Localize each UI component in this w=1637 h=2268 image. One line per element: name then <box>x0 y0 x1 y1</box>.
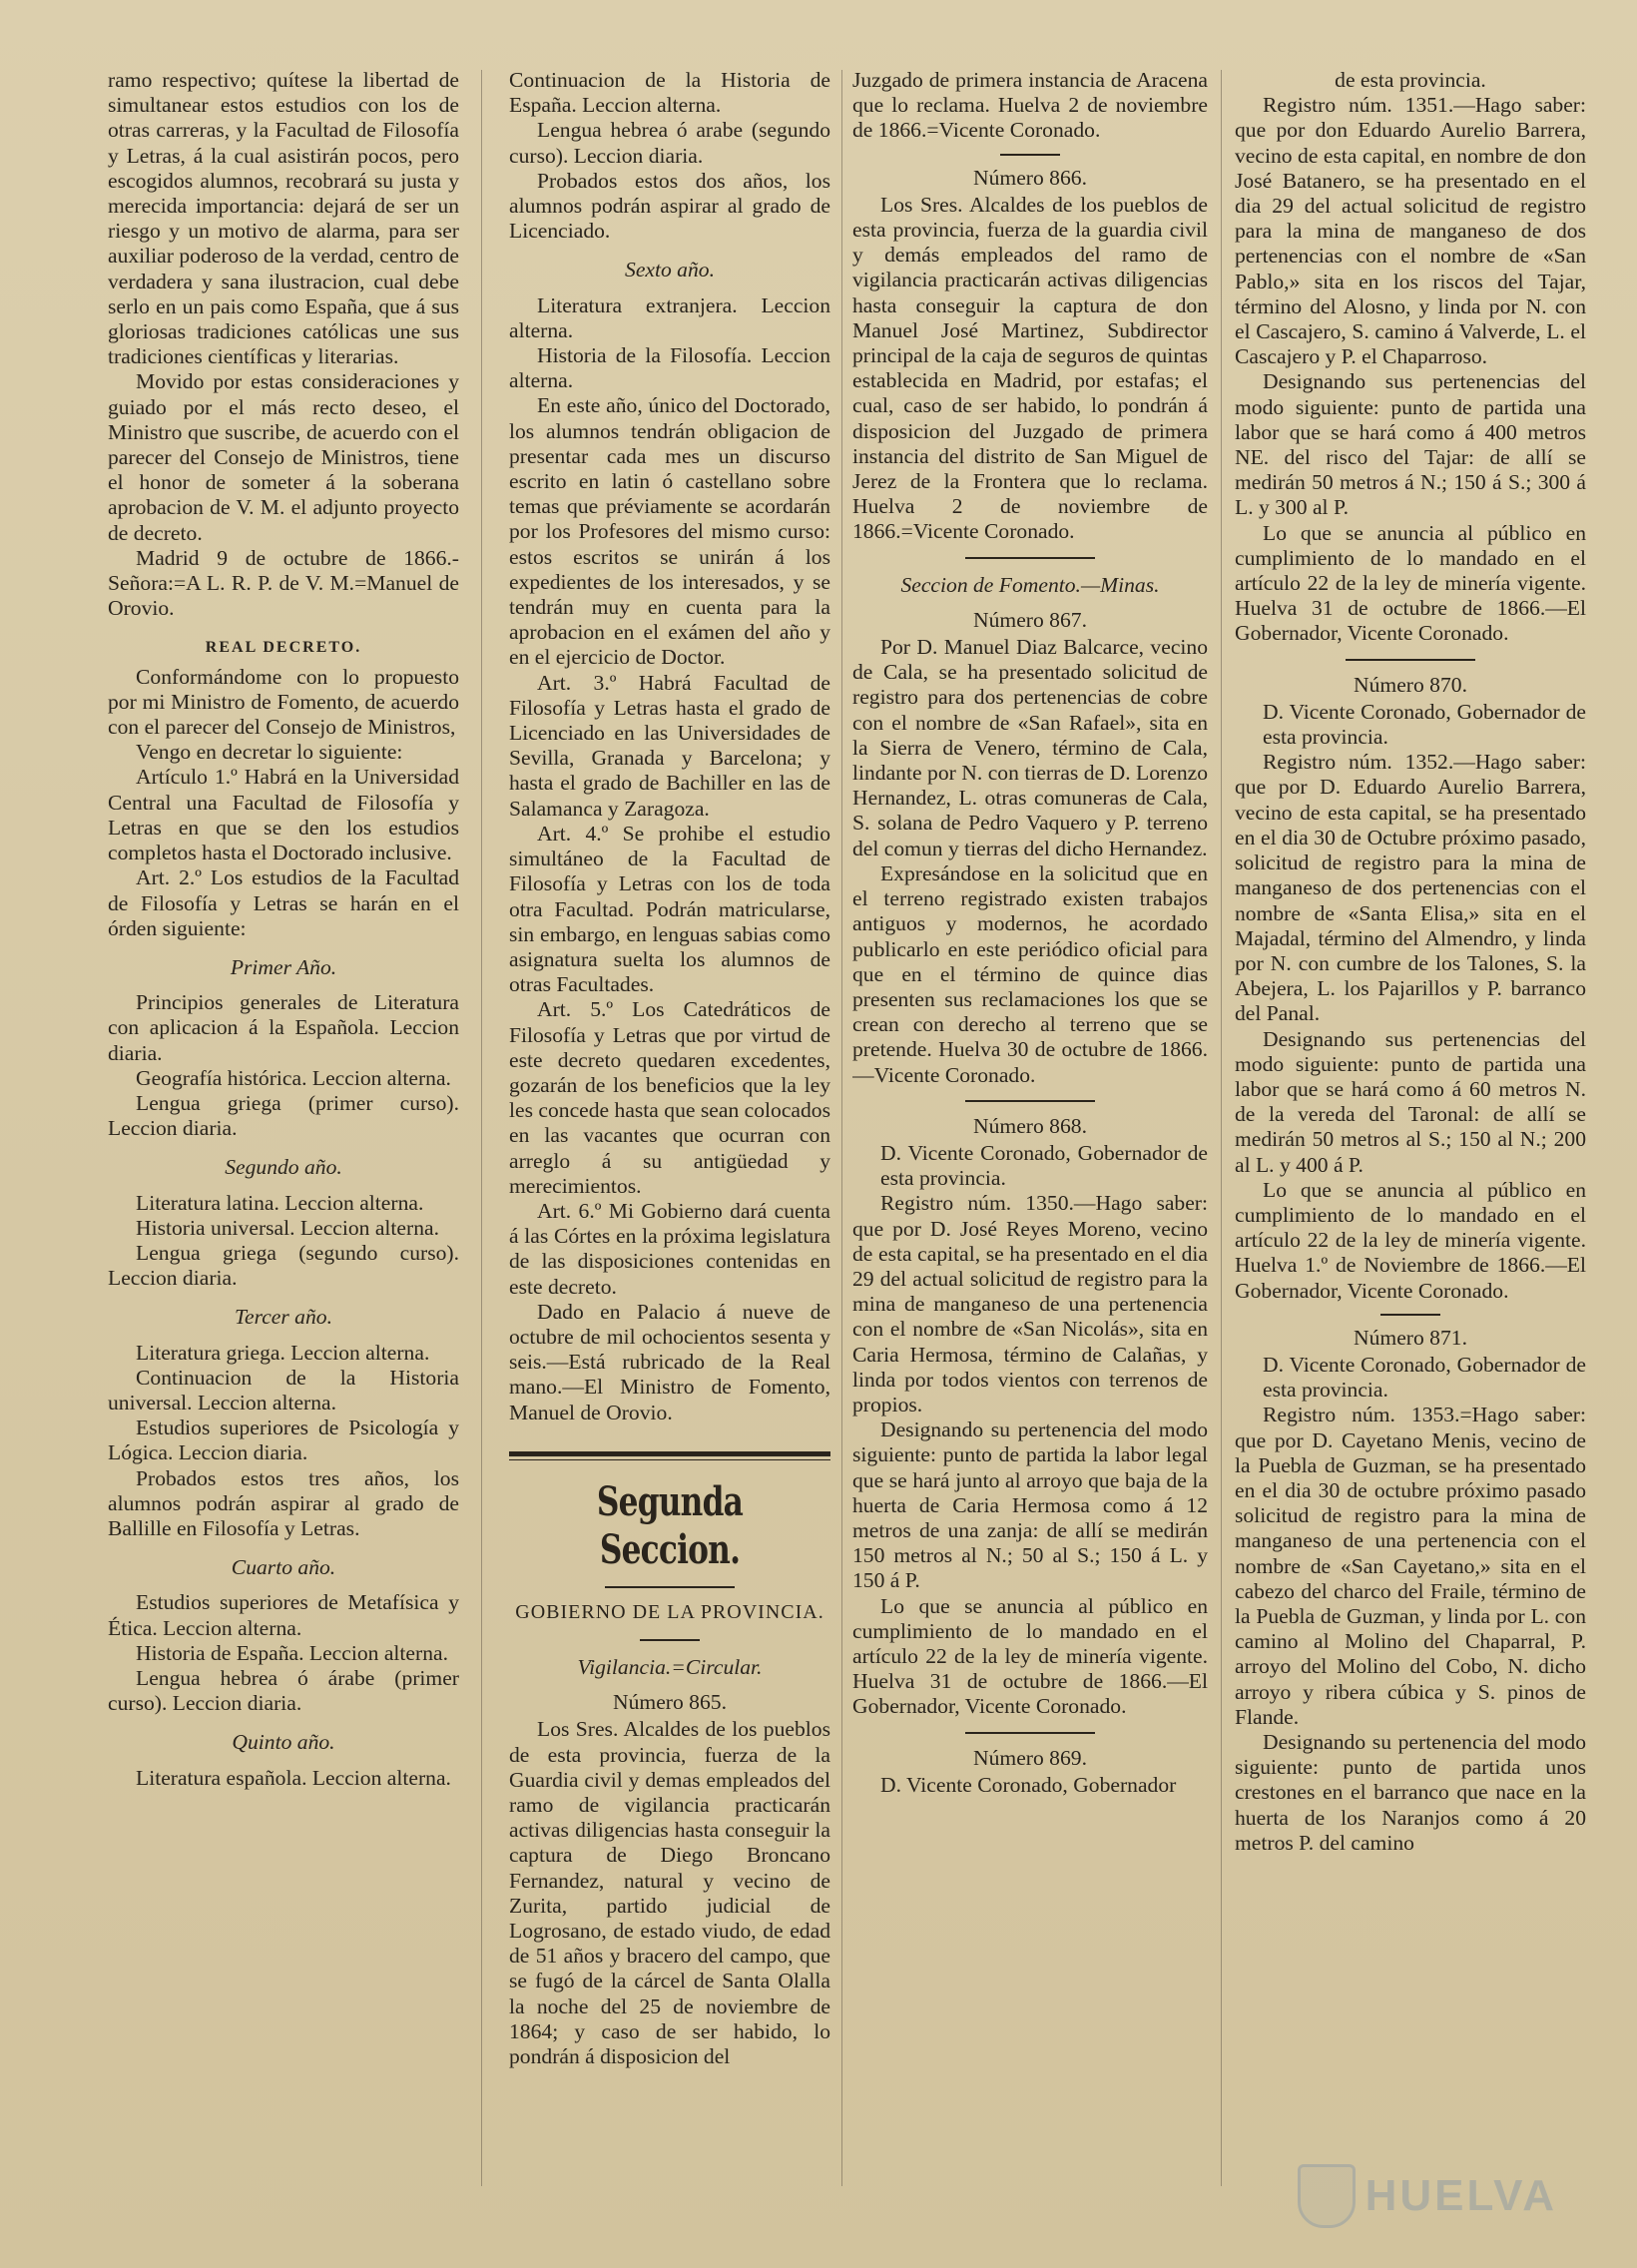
section-divider <box>509 1451 830 1460</box>
subsection-heading: Vigilancia.=Circular. <box>577 1654 763 1679</box>
notice-body: Expresándose en la solicitud que en el terreno registrado existen trabajos antiguos y modernos, he acordado publicarlo en este periódico oficial para que en el término de quince dias presenten sus reclamaciones los que se crean con derecho al terreno que se pretende. Huelva 30 de octubre de 1866. —Vicente Coronado. <box>852 860 1208 1087</box>
paragraph: Conformándome con lo propuesto por mi Ministro de Fomento, de acuerdo con el parecer del Consejo de Ministros, <box>108 664 459 740</box>
course-item: Estudios superiores de Metafísica y Ética. Leccion alterna. <box>108 1590 459 1640</box>
column-divider <box>841 70 842 2186</box>
course-item: Literatura latina. Leccion alterna. <box>136 1190 424 1215</box>
notice-body: Los Sres. Alcaldes de los pueblos de esta provincia, fuerza de la Guardia civil y demas empleados del ramo de vigilancia practicarán activas diligencias hasta conseguir la captura de Diego Broncano Fernandez, natural y vecino de Zurita, partido judicial de Logrosano, de estado viudo, de edad de 51 años y bracero del campo, que se fugó de la cárcel de Santa Olalla la noche del 25 de noviembre de 1864; y caso de ser habido, lo pondrán á disposicion del <box>509 1717 830 2069</box>
paragraph: En este año, único del Doctorado, los alumnos tendrán obligacion de presentar cada mes un discurso escrito en latin ó castellano sobre temas que préviamente se acordarán por los Profesores del mismo curso: estos escritos se unirán á los expedientes de los interesados, y se tendrán muy en cuenta para la aprobacion en el exámen del año y en el ejercicio de Doctor. <box>509 393 830 670</box>
course-item: Historia universal. Leccion alterna. <box>136 1215 439 1240</box>
notice-body: Registro núm. 1350.—Hago saber: que por D. José Reyes Moreno, vecino de esta capital, se ha presentado en el dia 29 del actual solicitud de registro para la mina de manganeso de una pertenencia con el nombre de «San Nicolás», sita en Caria Hermosa, término de Calañas, y linda por todos vientos con terrenos de propios. <box>852 1191 1208 1417</box>
notice-body: Registro núm. 1352.—Hago saber: que por D. Eduardo Aurelio Barrera, vecino de esta capital, se ha presentado en el dia 30 de Octubre próximo pasado, solicitud de registro para la mina de manganeso de dos pertenencias con el nombre de «Santa Elisa,» sita en el Majadal, término del Almendro, y linda por N. con cumbre de los Talones, S. la Abejera, L. los Pajarillos y P. barranco del Panal. <box>1235 750 1586 1026</box>
watermark-text: HUELVA <box>1364 2171 1557 2220</box>
course-item: Historia de la Filosofía. Leccion alterna. <box>509 343 830 393</box>
notice-body: Designando su pertenencia del modo siguiente: punto de partida la labor legal que se hará junto al arroyo que baja de la huerta de Caria Hermosa como á 12 metros de una zanja: de allí se medirán 150 metros al N.; 50 al S.; 150 á L. y 150 á P. <box>852 1418 1208 1593</box>
title-rule <box>605 1586 735 1588</box>
short-rule <box>640 1639 700 1641</box>
notice-issuer: D. Vicente Coronado, Gobernador de esta provincia. <box>1263 1352 1586 1403</box>
notice-body: Lo que se anuncia al público en cumplimiento de lo mandado en el artículo 22 de la ley de minería vigente. Huelva 1.º de Noviembre de 1866.—El Gobernador, Vicente Coronado. <box>1235 1177 1586 1303</box>
notice-issuer: D. Vicente Coronado, Gobernador de esta provincia. <box>1263 699 1586 750</box>
year-heading: Quinto año. <box>232 1730 335 1755</box>
year-heading: Cuarto año. <box>231 1555 336 1580</box>
short-rule <box>1000 154 1060 156</box>
notice-body: Designando su pertenencia del modo siguiente: punto de partida unos crestones en el barranco que nace en la huerta de los Naranjos como á 20 metros P. del camino <box>1235 1730 1586 1855</box>
notice-rule <box>965 557 1095 559</box>
paragraph: Probados estos tres años, los alumnos podrán aspirar al grado de Ballille en Filosofía y Letras. <box>108 1465 459 1540</box>
notice-body: Designando sus pertenencias del modo siguiente: punto de partida una labor que se hará como á 400 metros NE. del risco del Tajar: de allí se medirán 50 metros á N.; 150 á S.; 300 á L. y 300 al P. <box>1235 369 1586 520</box>
paragraph: Movido por estas consideraciones y guiado por el más recto deseo, el Ministro que suscribe, de acuerdo con el parecer del Consejo de Ministros, tiene el honor de someter á la soberana aprobacion de V. M. el adjunto proyecto de decreto. <box>108 369 459 545</box>
notice-body: Designando sus pertenencias del modo siguiente: punto de partida una labor que se hará como á 60 metros N. de la vereda del Taronal: de allí se medirán 50 metros al S.; 150 al N.; 200 al L. y 400 á P. <box>1235 1026 1586 1177</box>
notice-body: Lo que se anuncia al público en cumplimiento de lo mandado en el artículo 22 de la ley de minería vigente. Huelva 31 de octubre de 1866.—El Gobernador, Vicente Coronado. <box>852 1593 1208 1719</box>
article: Art. 3.º Habrá Facultad de Filosofía y Letras hasta el grado de Licenciado en las Universidades de Sevilla, Granada y Barcelona; y hasta el grado de Bachiller en las de Salamanca y Zaragoza. <box>509 670 830 821</box>
year-heading: Primer Año. <box>230 954 337 979</box>
paragraph: Dado en Palacio á nueve de octubre de mil ochocientos sesenta y seis.—Está rubricado de la Real mano.—El Ministro de Fomento, Manuel de Orovio. <box>509 1299 830 1424</box>
notice-issuer: de esta provincia. <box>1335 68 1486 92</box>
notice-issuer: D. Vicente Coronado, Gobernador <box>880 1772 1177 1797</box>
course-item: Continuacion de la Historia de España. Leccion alterna. <box>509 68 830 118</box>
year-heading: Tercer año. <box>235 1305 332 1330</box>
course-item: Lengua griega (segundo curso). Leccion diaria. <box>108 1240 459 1291</box>
column-3 <box>852 68 1208 2214</box>
course-item: Principios generales de Literatura con aplicacion á la Española. Leccion diaria. <box>108 990 459 1065</box>
short-rule <box>1380 1314 1440 1316</box>
course-item: Lengua griega (primer curso). Leccion diaria. <box>108 1090 459 1141</box>
decree-heading: REAL DECRETO. <box>205 639 362 657</box>
course-item: Literatura española. Leccion alterna. <box>136 1765 451 1790</box>
notice-number: Número 871. <box>1354 1325 1467 1350</box>
course-item: Lengua hebrea ó árabe (primer curso). Leccion diaria. <box>108 1665 459 1716</box>
notice-number: Número 870. <box>1354 672 1467 697</box>
course-item: Lengua hebrea ó arabe (segundo curso). Leccion diaria. <box>509 118 830 168</box>
notice-rule <box>965 1100 1095 1102</box>
notice-number: Número 869. <box>973 1745 1087 1770</box>
shield-icon <box>1298 2164 1356 2228</box>
year-heading: Sexto año. <box>625 258 715 283</box>
paragraph: Probados estos dos años, los alumnos podrán aspirar al grado de Licenciado. <box>509 168 830 244</box>
article: Art. 6.º Mi Gobierno dará cuenta á las Córtes en la próxima legislatura de las disposiciones contenidas en este decreto. <box>509 1198 830 1299</box>
column-1 <box>108 68 459 2214</box>
course-item: Geografía histórica. Leccion alterna. <box>136 1065 451 1090</box>
archive-watermark <box>1298 2164 1557 2228</box>
column-2 <box>509 68 830 2214</box>
notice-number: Número 867. <box>973 607 1087 632</box>
notice-body: Los Sres. Alcaldes de los pueblos de esta provincia, fuerza de la guardia civil y demás empleados del ramo de vigilancia practicarán activas diligencias hasta conseguir la captura de don Manuel José Martinez, Subdirector principal de la caja de seguros de quintas establecida en Madrid, por estafas; el cual, caso de ser habido, lo pondrán á disposicion del Juzgado de primera instancia del distrito de San Miguel de Jerez de la Frontera que lo reclama. Huelva 2 de noviembre de 1866.=Vicente Coronado. <box>852 192 1208 544</box>
column-divider <box>481 70 482 2186</box>
course-item: Historia de España. Leccion alterna. <box>136 1640 448 1665</box>
article: Art. 5.º Los Catedráticos de Filosofía y Letras que por virtud de este decreto quedaren excedentes, gozarán de los beneficios que la ley les concede hasta que sean colocados en las vacantes que ocurran con arreglo á su antigüedad y merecimientos. <box>509 997 830 1198</box>
year-heading: Segundo año. <box>225 1155 342 1180</box>
government-heading: GOBIERNO DE LA PROVINCIA. <box>515 1600 824 1623</box>
paragraph: ramo respectivo; quítese la libertad de simultanear estos estudios con los de otras carreras, y la Facultad de Filosofía y Letras, á la cual asistirán pocos, pero escogidos alumnos, recobrará su justa y merecida importancia: dejará de ser un riesgo y un motivo de alarma, para ser auxiliar poderoso de la verdad, centro de verdadera y sana ilustracion, cual debe serlo en un pais como España, que á sus gloriosas tradiciones católicas une sus tradiciones científicas y literarias. <box>108 68 459 369</box>
article: Art. 4.º Se prohibe el estudio simultáneo de la Facultad de Filosofía y Letras con los de toda otra Facultad. Podrán matricularse, sin embargo, en lenguas sabias como asignatura suelta los alumnos de otras Facultades. <box>509 821 830 997</box>
notice-body: Registro núm. 1351.—Hago saber: que por don Eduardo Aurelio Barrera, vecino de esta capital, en nombre de don José Batanero, se ha presentado en el dia 29 del actual solicitud de registro para la mina de manganeso de dos pertenencias con el nombre de «San Pablo,» sita en los riscos del Tajar, término del Alosno, y linda por N. con el Cascajero, S. camino á Valverde, L. el Cascajero y P. el Chaparroso. <box>1235 93 1586 369</box>
notice-rule <box>965 1732 1095 1734</box>
paragraph: Vengo en decretar lo siguiente: <box>136 740 403 765</box>
notice-body: Juzgado de primera instancia de Aracena que lo reclama. Huelva 2 de noviembre de 1866.=Vicente Coronado. <box>852 68 1208 143</box>
notice-body: Por D. Manuel Diaz Balcarce, vecino de Cala, se ha presentado solicitud de registro para dos pertenencias de cobre con el nombre de «San Rafael», sita en la Sierra de Venero, término de Cala, lindante por N. con tierras de D. Lorenzo Hernandez, L. otras comuneras de Cala, S. solana de Pedro Vaquero y P. terreno del comun y tierras del dicho Hernandez. <box>852 635 1208 860</box>
course-item: Literatura griega. Leccion alterna. <box>136 1340 430 1365</box>
course-item: Literatura extranjera. Leccion alterna. <box>509 292 830 342</box>
section-title: Segunda Seccion. <box>596 1477 744 1573</box>
notice-number: Número 868. <box>973 1113 1087 1138</box>
notice-body: Registro núm. 1353.=Hago saber: que por D. Cayetano Menis, vecino de la Puebla de Guzman, se ha presentado en el dia 30 de octubre próximo pasado solicitud de registro para la mina de manganeso de una pertenencia con el nombre de «San Cayetano,» sita en el cabezo del charco del Fraile, término de la Puebla de Guzman, y linda por L. con camino al Molino del Chaparral, P. arroyo del Molino del Cobo, N. dicho arroyo y ribera cúbica y S. pinos de Flande. <box>1235 1403 1586 1729</box>
subsection-heading: Seccion de Fomento.—Minas. <box>900 572 1160 597</box>
notice-number: Número 865. <box>613 1690 727 1715</box>
course-item: Estudios superiores de Psicología y Lógica. Leccion diaria. <box>108 1416 459 1465</box>
article: Artículo 1.º Habrá en la Universidad Central una Facultad de Filosofía y Letras en que se den los estudios completos hasta el Doctorado inclusive. <box>108 765 459 865</box>
notice-number: Número 866. <box>973 165 1087 190</box>
notice-body: Lo que se anuncia al público en cumplimiento de lo mandado en el artículo 22 de la ley de minería vigente. Huelva 31 de octubre de 1866.—El Gobernador, Vicente Coronado. <box>1235 520 1586 646</box>
notice-issuer: D. Vicente Coronado, Gobernador de esta provincia. <box>880 1140 1208 1191</box>
course-item: Continuacion de la Historia universal. Leccion alterna. <box>108 1365 459 1415</box>
column-divider <box>1221 70 1222 2186</box>
signature-line: Madrid 9 de octubre de 1866.-Señora:=A L. R. P. de V. M.=Manuel de Orovio. <box>108 545 459 621</box>
notice-rule <box>1346 659 1475 661</box>
column-4 <box>1235 68 1586 2214</box>
article: Art. 2.º Los estudios de la Facultad de Filosofía y Letras se harán en el órden siguiente: <box>108 865 459 940</box>
